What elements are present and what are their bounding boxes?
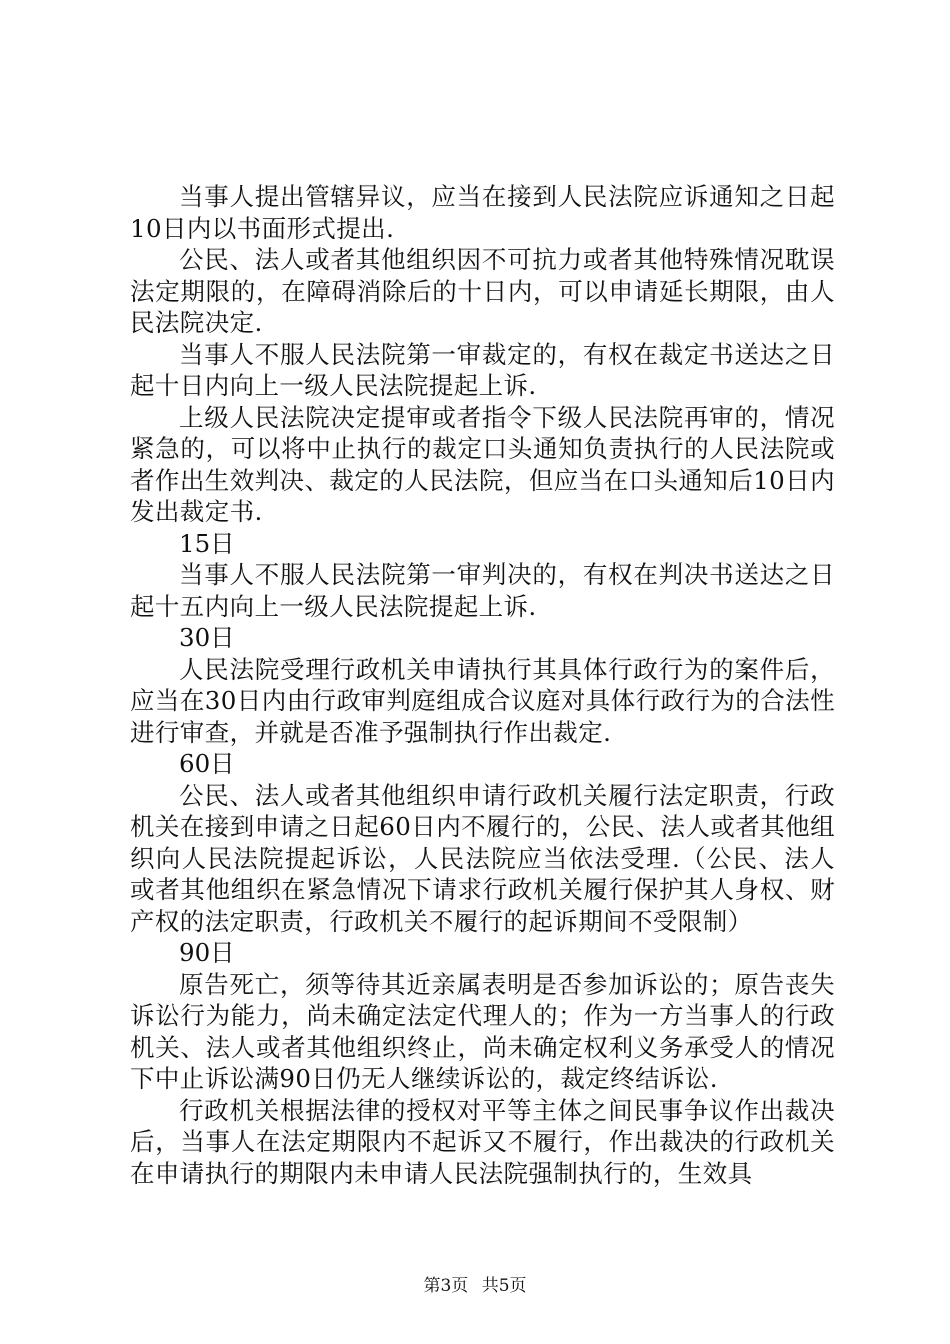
paragraph-civil-dispute-ruling: 行政机关根据法律的授权对平等主体之间民事争议作出裁决后，当事人在法定期限内不起诉又不履行，作出裁决的行政机关在申请执行的期限内未申请人民法院强制执行的，生效具: [130, 1095, 835, 1188]
page-number-footer: 第3页 共5页: [423, 1276, 527, 1296]
paragraph-extension-of-time: 公民、法人或者其他组织因不可抗力或者其他特殊情况耽误法定期限的，在障碍消除后的十日内，可以申请延长期限，由人民法院决定.: [130, 245, 835, 337]
paragraph-enforcement-review: 人民法院受理行政机关申请执行其具体行政行为的案件后，应当在30日内由行政审判庭组成合议庭对具体行政行为的合法性进行审查，并就是否准予强制执行作出裁定.: [130, 654, 835, 747]
paragraph-retrial: 上级人民法院决定提审或者指令下级人民法院再审的，情况紧急的，可以将中止执行的裁定口头通知负责执行的人民法院或者作出生效判决、裁定的人民法院，但应当在口头通知后10日内发出裁定书.: [130, 402, 835, 526]
paragraph-termination: 原告死亡，须等待其近亲属表明是否参加诉讼的；原告丧失诉讼行为能力，尚未确定法定代理人的；作为一方当事人的行政机关、法人或者其他组织终止，尚未确定权利义务承受人的情况下中止诉讼满90日仍无人继续诉讼的，裁定终结诉讼.: [130, 969, 835, 1093]
heading-15-days: 15日: [179, 528, 235, 558]
paragraph-appeal-judgment: 当事人不服人民法院第一审判决的，有权在判决书送达之日起十五内向上一级人民法院提起上诉.: [130, 560, 835, 621]
paragraph-jurisdiction-objection: 当事人提出管辖异议，应当在接到人民法院应诉通知之日起10日内以书面形式提出.: [130, 182, 835, 243]
paragraph-appeal-ruling: 当事人不服人民法院第一审裁定的，有权在裁定书送达之日起十日内向上一级人民法院提起上诉.: [130, 339, 835, 400]
paragraph-statutory-duty: 公民、法人或者其他组织申请行政机关履行法定职责，行政机关在接到申请之日起60日内不履行的，公民、法人或者其他组织向人民法院提起诉讼，人民法院应当依法受理.（公民、法人或者其他组织在紧急情况下请求行政机关履行保护其人身权、财产权的法定职责，行政机关不履行的起诉期间不受限制）: [130, 780, 835, 936]
heading-60-days: 60日: [179, 749, 235, 778]
heading-90-days: 90日: [179, 938, 235, 967]
heading-30-days: 30日: [179, 623, 235, 652]
document-body: [130, 181, 835, 1189]
